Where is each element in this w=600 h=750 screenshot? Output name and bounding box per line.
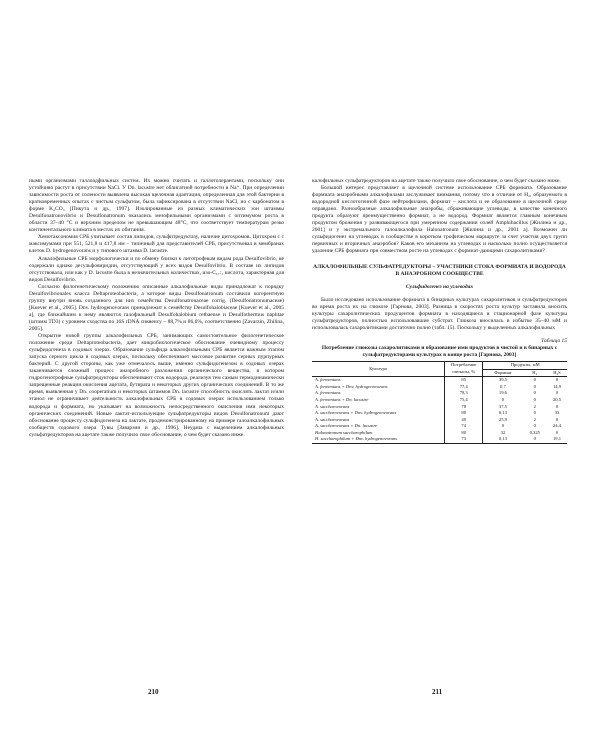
right-page	[312, 178, 567, 444]
right-paragraph-2: Большой интерес представляет в щелочной системе использование СРБ формиата. Образование формиата анаэробными алкалофилами заслуживает внимания, потому что в отличие от H₂, образуемого в водородной кислотогенной фазе нейтрофилами, формиат – кислота и ее образование в щелочной среде оправдано. Разнообразные алкалофильные анаэробы, сбраживающие углеводы, в качестве конечного продукта образуют преимущественно формиат, а не водород. Формиат является главным конечным продуктом брожения у развивающегося при умеренном содержании солей Amphibacillus [Жилина и др., 2001] и у экстремального галоалкалофила Halonatronum [Жилина и др., 2001 а]. Возможен ли сульфидогенез на углеводах в сообществе в коротком трофическом маршруте за счет участия двух групп первичных и вторичных анаэробов? Каков его механизм на углеводах и насколько полно осуществляется удаление СРБ формиата при совместном росте на углеводах с формиат-дающими сахаролитиками?	[312, 185, 567, 255]
cell-formate: 37,5	[483, 404, 523, 411]
cell-culture: A. fermentans + Dn. lacustre	[315, 396, 369, 402]
cell-h2: 0	[533, 423, 536, 429]
cell-consumption: 73	[445, 436, 483, 443]
cell-h2s: 0	[555, 429, 559, 435]
left-paragraph-4: Согласно филогенетическому положению описанные алкалофильные виды принадлежат к порядку Desulfovibrionales класса Deltaproteobacteria, а которое виды Desulfonatronum составили когерентную группу внутри вновь созданного для них семейства Desulfonatronaceae corrig. (Desulfonatronumaceae) [Kuever et al., 2005]. Dnv. hydrogenovorans принадлежит к семейству Desulfohalobiaceae [Kuever et al., 2005 a], где ближайшим к нему являются галофильный Desulfohalobium retbaense и Desulfothermus naphtae (штамм TD3) с уровнем сходства по 16S rDNA сиквенсу – 88,7% и 86,6%, соответственно [Zavarzin, Zhilina, 2005].	[29, 283, 284, 332]
cell-h2s: 33	[554, 410, 560, 416]
table-caption: Потребление глюкозы сахаролитиками и образование ими продуктов в чистой и в бинарных с сульфатредукторами культурах в конце роста [Гарнова, 2003]	[321, 344, 558, 358]
cell-h2s: 0	[555, 377, 559, 383]
table-row	[312, 384, 567, 391]
col-header-consumption: Потребление глюкозы, %	[445, 361, 483, 376]
cell-h2: 0	[533, 390, 536, 396]
table-row	[312, 404, 567, 411]
cell-consumption: 49	[445, 417, 483, 424]
cell-h2s: 0	[555, 390, 559, 396]
cell-formate: 32	[483, 430, 523, 437]
cell-formate: 0,7	[483, 384, 523, 391]
cell-h2s: 0	[555, 416, 559, 422]
cell-h2: 0	[533, 377, 536, 383]
cell-culture: A. saccharovorans + Dnv. hydrogenovorans	[315, 410, 397, 416]
sub-heading: Сульфидогенез на углеводах	[405, 283, 474, 290]
cell-formate: 39,5	[483, 377, 523, 384]
table-row	[312, 390, 567, 397]
cell-consumption: 78,3	[445, 390, 483, 397]
cell-consumption: 80	[445, 410, 483, 417]
cell-formate: 0	[483, 423, 523, 430]
table-row	[312, 410, 567, 417]
table-row	[312, 430, 567, 437]
cell-h2: 2	[533, 416, 536, 422]
left-paragraph-2: Хемотаксономия СРБ учитывает состав липидов, сульфитредуктазу, наличие цитохромов. Цитохром c с максимумами при 551, 521,8 и 417,8 нм – типичный для представителей СРБ, присутствовал в мембранах клеток D. hydrogenovorans и у типового штамма D. lacustre.	[29, 234, 284, 255]
cell-formate: 0,13	[483, 410, 523, 417]
table-row	[312, 423, 567, 430]
cell-consumption: 74	[445, 423, 483, 430]
table-row	[312, 397, 567, 404]
section-heading: АЛКАЛОФИЛЬНЫЕ СУЛЬФАТРЕДУКТОРЫ – УЧАСТНИКИ СТОКА ФОРМИАТА И ВОДОРОДА В АНАЭРОБНОМ СООБЩЕСТВЕ	[313, 263, 566, 277]
cell-consumption: 77,4	[445, 384, 483, 391]
left-paragraph-3: Алкалофильные СРБ морфологически и по обмену близки к литотрофным видам рода Desulfovibrio, не содержали однако десульфовиридин, отсутствующий у всех видов Desulfovibrio. В составе их липидов отсутствовала, или как у D. lacustre была в незначительных количествах, изо-C₁₇:₁ кислота, характерная для видов Desulfovibrio.	[29, 255, 284, 283]
cell-consumption: 75,4	[445, 397, 483, 404]
cell-culture: A. saccharovorans	[315, 403, 350, 409]
table-row	[312, 436, 567, 443]
cell-culture: A. fermentans + Dnv. hydrogenovorans	[315, 383, 388, 389]
cell-h2: 2	[533, 403, 536, 409]
cell-h2: 0,325	[529, 429, 540, 435]
glucose-table	[312, 361, 567, 444]
col-header-culture: Культура	[312, 361, 445, 376]
col-header-formate: Формиат	[483, 369, 523, 377]
cell-h2: 0	[522, 436, 547, 443]
page-number-right: 211	[432, 688, 443, 696]
col-header-h2s: H₂S	[547, 369, 567, 377]
cell-culture: A. saccharovorans	[315, 416, 350, 422]
left-paragraph-1: ными организмами галлоадфильных систем. Их можно считать и галлотолерантами, поскольку они устойчиво растут в присутствии NaCl. У Dn. lacustre нет облигатной потребности в Na⁺. При определении зависимости роста от солености выявлена высокая щелочная адаптация, определенная для этой бактерии в кратковременных опытах с чистым сульфатом, была зафиксирована в отсутствии NaCl, но с карбонатом в форме K₂CO₃ [Пикута и др., 1997]. Изолированные из разных климатических зон штаммы Desulfonatronovibrio и Desulfonatronum оказались мезофильными организмами с оптимумом роста в области 37–40 °C и верхним пределом не превышающим 48°C, что соответствует температурам резко континентального климата в местах их обитания.	[29, 178, 284, 234]
right-paragraph-3: Было исследовано использование формиата в бинарных культурах сахаролитиков и сульфатредукторов во время роста их на глюкозе [Гарнова, 2003]. Разница в скоростях роста культур заставила вносить культуры сахаролитических продуцентов формиата в находящиеся в стационарной фазе культуры сульфатредукторов, полностью использовавшие субстрат. Глюкоза вносилась в избытке 35–40 мМ и использовалась сахаролитиками достаточно полно (табл. 15). Поскольку у выделенных алкалофильных	[312, 296, 567, 331]
cell-h2s: 19,1	[547, 436, 567, 443]
cell-formate: 0,13	[483, 436, 523, 443]
cell-h2s: 0	[555, 403, 559, 409]
cell-culture: H. saccharophilum + Dnv. hydrogenovorans	[312, 436, 445, 443]
left-page	[29, 178, 284, 439]
cell-culture: A. fermentans	[315, 377, 341, 383]
cell-culture: A. saccharovorans + Dn. lacustre	[315, 423, 378, 429]
table-row	[312, 377, 567, 384]
page-number-left: 210	[148, 688, 159, 696]
cell-h2: 0	[533, 383, 536, 389]
cell-h2s: 14,9	[552, 383, 562, 389]
cell-h2s: 24,4	[552, 423, 562, 429]
cell-culture: A. fermentans	[315, 390, 341, 396]
cell-consumption: 85	[445, 377, 483, 384]
cell-consumption: 78	[445, 404, 483, 411]
cell-consumption: 80	[445, 430, 483, 437]
col-header-products: Продукты, мМ	[483, 361, 567, 369]
col-header-h2: H₂	[522, 369, 547, 377]
cell-formate: 25,9	[483, 417, 523, 424]
right-paragraph-1: калофильных сульфатредукторов на ацетате также получило свое обоснование, о чем будет сказано ниже.	[312, 178, 561, 184]
table-label: Таблица 15	[541, 337, 567, 344]
cell-h2: 0	[533, 410, 536, 416]
cell-h2s: 20,5	[552, 396, 562, 402]
table-row	[312, 417, 567, 424]
cell-formate: 0	[483, 397, 523, 404]
left-paragraph-5: Открытие новой группы алкалофильных СРБ, занимающих самостоятельное филогенетическое положение среди Deltaproteobacteria, дает микробиологическое обоснование очевидному процессу сульфидогенеза в содовых озерах. Образование сульфида алкалофильными СРБ является важным этапом запуска серного цикла в содовых озерах, поскольку обеспечивает массовое развитие серных пурпурных бактерий. С другой стороны, как уже отмечалось выше, именно сульфидогенезом в содовых озерах заканчивается сложный процесс анаэробного разложения органического вещества, в котором гидрогенотрофные сульфатредукторы обеспечивают сток водорода, реализуя тем самым термодинамически запрещенные реакции окисления ацетата, бутирата и некоторых других органических соединений. В то же время, выявленная у Dn. cooperatium и некоторых штаммов Dn. lacustre способность окислять лактат и/или этанол не ограничивает деятельность алкалофильных СРБ в содовых озерах использованием только водорода и формиата, но указывает на возможность непосредственного окисления ими некоторых органических соединений. Новые лактат-используещие сульфатредукторы видов Desulfonatronum дают обоснование процессу сульфидогенеза на лактате, продемонстрированному на примере галоалкалофильных сообществ содового озера Тувы [Заварзин и др., 1996]. Неудача с выделением алкалофильных сульфатредукторов на ацетате также получило свое обоснование, о чем будет сказано ниже.	[29, 333, 284, 438]
cell-culture: Halonatronum saccharophilum	[315, 429, 373, 435]
cell-h2: 0	[533, 396, 536, 402]
cell-formate: 19,6	[483, 390, 523, 397]
